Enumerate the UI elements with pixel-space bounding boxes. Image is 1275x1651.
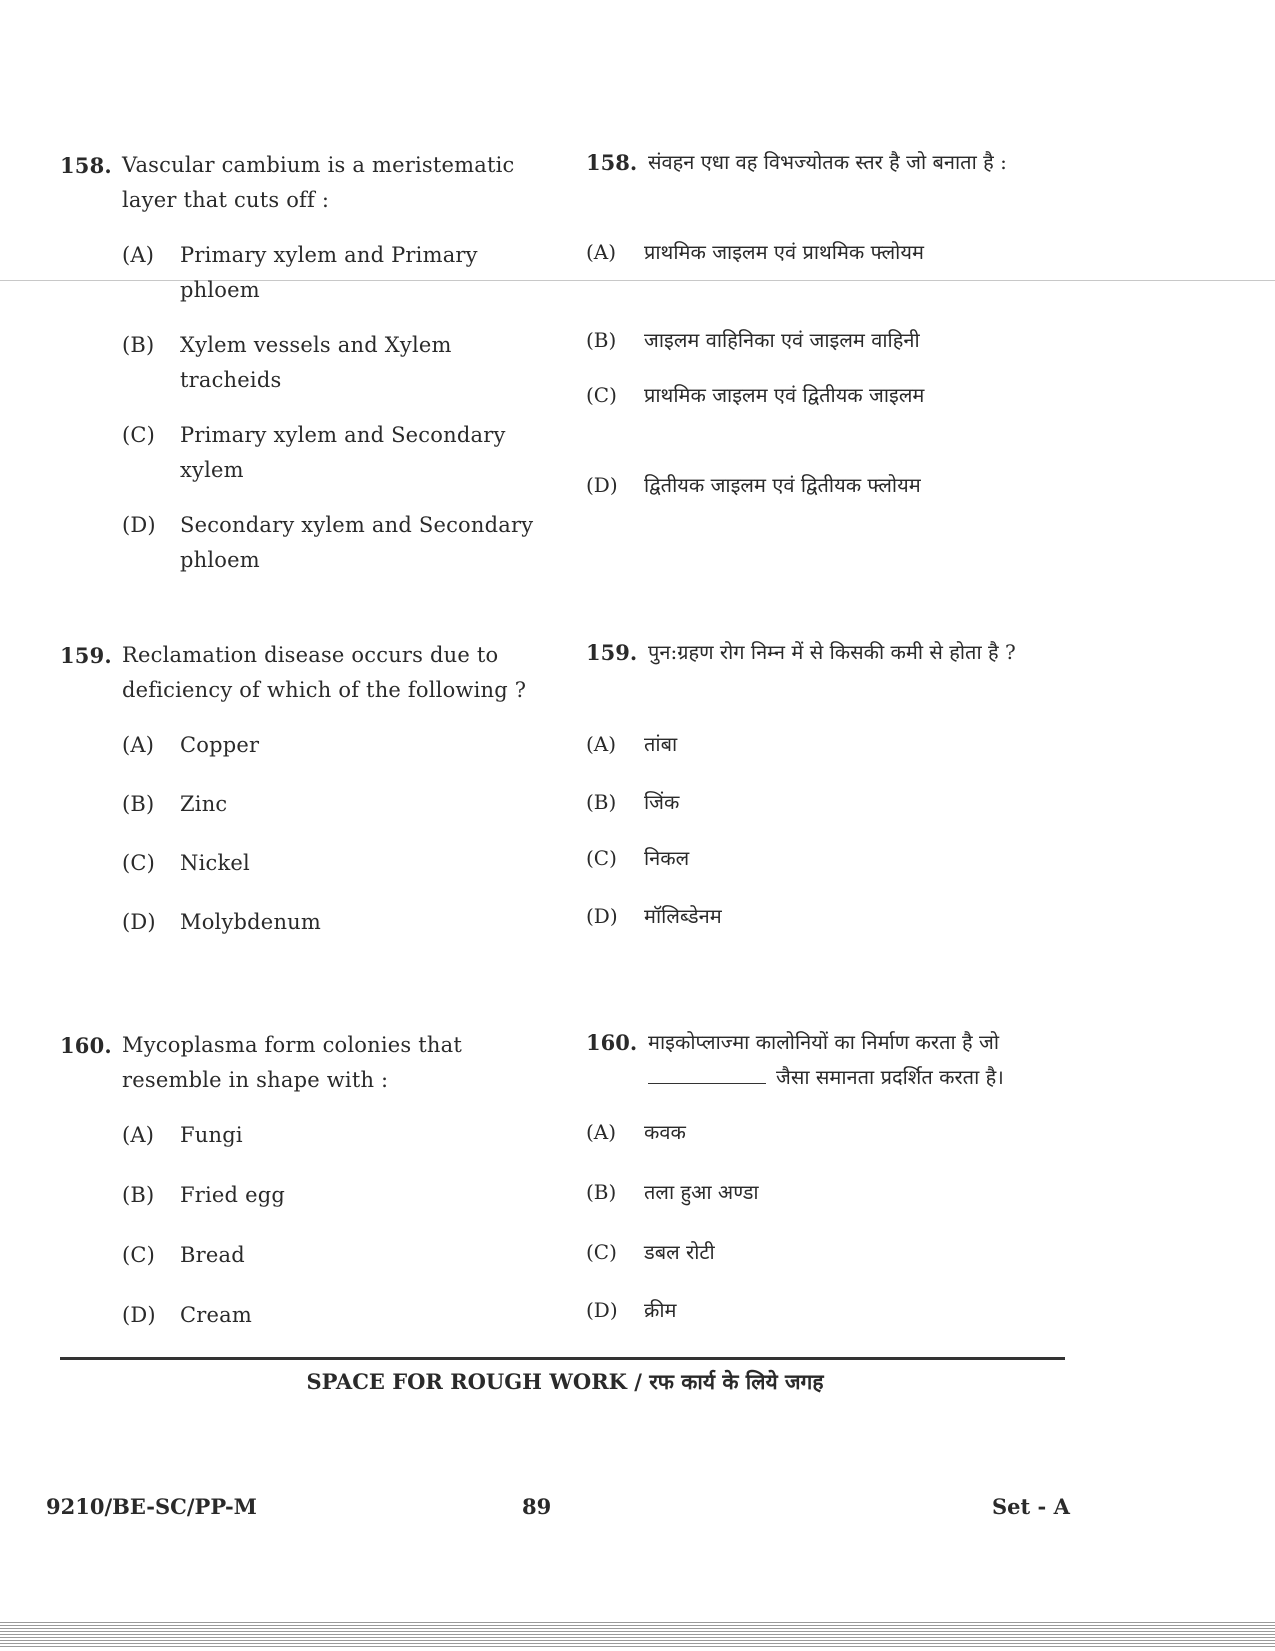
option-d: (D) Secondary xylem and Secondary phloem — [122, 513, 534, 572]
option-b: (B) Zinc — [122, 792, 228, 816]
question-number: 158. — [586, 150, 638, 175]
option-a: (A) Primary xylem and Primary phloem — [122, 243, 478, 302]
question-159-en — [60, 638, 550, 940]
scan-bottom-lines — [0, 1622, 1275, 1648]
question-text: माइकोप्लाज्मा कालोनियों का निर्माण करता है जो जैसा समानता प्रदर्शित करता है। — [648, 1030, 1004, 1089]
option-a: (A) Fungi — [122, 1123, 243, 1147]
rough-work-label: SPACE FOR ROUGH WORK / रफ कार्य के लिये जगह — [306, 1369, 824, 1394]
option-a: (A) प्राथमिक जाइलम एवं प्राथमिक फ्लोयम — [586, 240, 924, 264]
option-c: (C) निकल — [586, 846, 690, 870]
question-text: पुन:ग्रहण रोग निम्न में से किसकी कमी से होता है ? — [648, 640, 1016, 664]
fill-in-blank — [648, 1061, 766, 1084]
question-160-hi — [586, 1025, 1066, 1322]
option-c: (C) डबल रोटी — [586, 1240, 715, 1264]
option-d: (D) द्वितीयक जाइलम एवं द्वितीयक फ्लोयम — [586, 473, 921, 497]
option-b: (B) जाइलम वाहिनिका एवं जाइलम वाहिनी — [586, 328, 920, 352]
question-number: 158. — [60, 153, 112, 178]
question-number: 159. — [60, 643, 112, 668]
paper-code: 9210/BE-SC/PP-M — [46, 1494, 257, 1519]
rough-work-divider — [60, 1357, 1065, 1360]
question-159-hi — [586, 635, 1066, 928]
page-number: 89 — [522, 1494, 552, 1519]
question-text: Vascular cambium is a meristematic layer that cuts off : — [122, 153, 515, 212]
set-label: Set - A — [992, 1494, 1070, 1519]
option-c: (C) प्राथमिक जाइलम एवं द्वितीयक जाइलम — [586, 383, 925, 407]
question-text: संवहन एधा वह विभज्योतक स्तर है जो बनाता है : — [648, 150, 1007, 174]
question-158-en — [60, 148, 550, 578]
option-a: (A) तांबा — [586, 732, 678, 756]
option-b: (B) Fried egg — [122, 1183, 285, 1207]
question-text: Reclamation disease occurs due to deficiency of which of the following ? — [122, 643, 527, 702]
option-c: (C) Nickel — [122, 851, 250, 875]
option-c: (C) Primary xylem and Secondary xylem — [122, 423, 506, 482]
question-number: 160. — [586, 1030, 638, 1055]
option-b: (B) तला हुआ अण्डा — [586, 1180, 759, 1204]
option-c: (C) Bread — [122, 1243, 245, 1267]
option-d: (D) Cream — [122, 1303, 252, 1327]
option-d: (D) मॉलिब्डेनम — [586, 904, 722, 928]
question-158-hi — [586, 145, 1066, 497]
question-number: 160. — [60, 1033, 112, 1058]
option-d: (D) क्रीम — [586, 1298, 677, 1322]
question-number: 159. — [586, 640, 638, 665]
option-b: (B) Xylem vessels and Xylem tracheids — [122, 333, 452, 392]
question-text: Mycoplasma form colonies that resemble in shape with : — [122, 1033, 462, 1092]
option-a: (A) Copper — [122, 733, 260, 757]
question-160-en — [60, 1028, 550, 1333]
option-b: (B) जिंक — [586, 790, 680, 814]
option-a: (A) कवक — [586, 1120, 686, 1144]
option-d: (D) Molybdenum — [122, 910, 322, 934]
